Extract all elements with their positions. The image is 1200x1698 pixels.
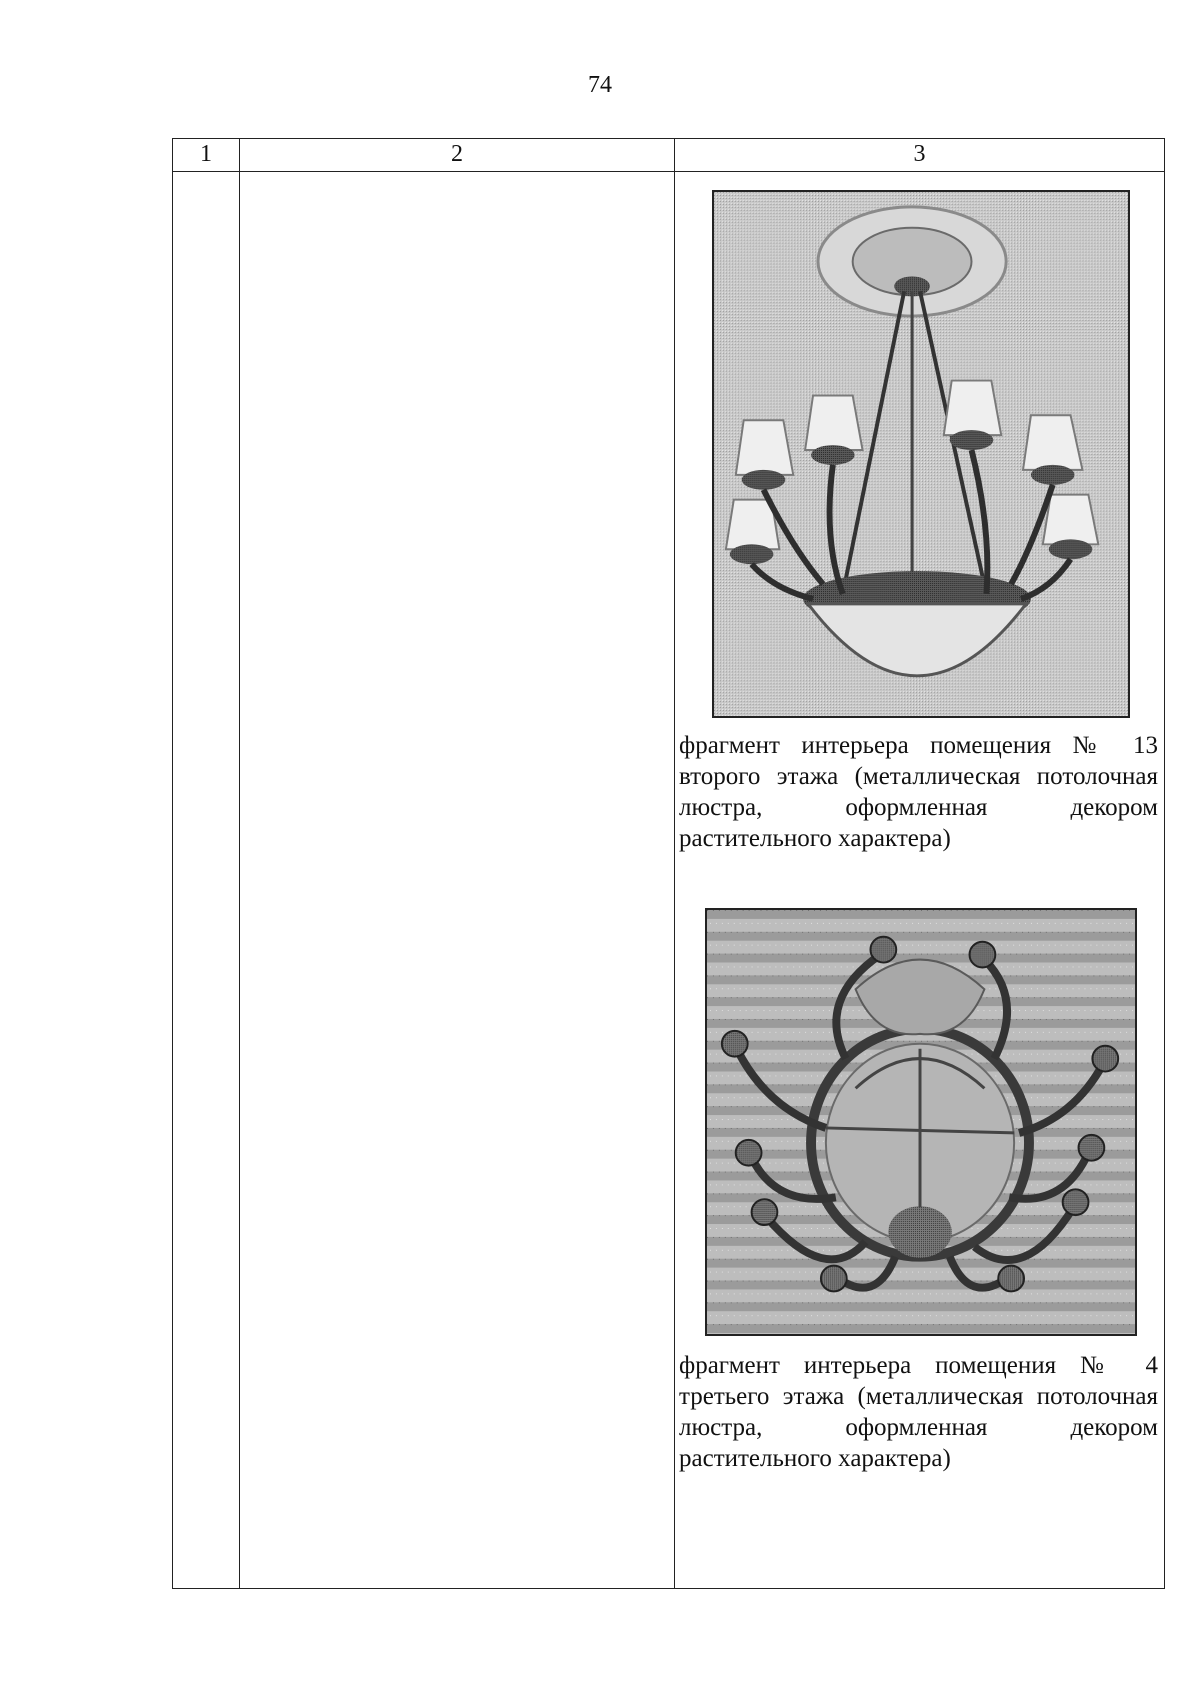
chandelier-photo-1-image <box>714 192 1128 716</box>
page-number: 74 <box>588 72 612 98</box>
chandelier-photo-1 <box>712 190 1130 718</box>
chandelier-photo-2 <box>705 908 1137 1336</box>
header-cell-3: 3 <box>913 141 926 167</box>
chandelier-photo-2-image <box>707 910 1135 1334</box>
header-cell-2: 2 <box>451 141 463 167</box>
header-cell-1: 1 <box>200 141 212 167</box>
document-table <box>172 138 1165 1589</box>
photo-1-caption: фрагмент интерьера помещения № 13 второго этажа (металлическая потолочная люстра, оформленная декором растительного характера) <box>679 732 1158 852</box>
column-divider-2 <box>674 139 675 1588</box>
column-divider-1 <box>239 139 240 1588</box>
photo-2-caption: фрагмент интерьера помещения № 4 третьего этажа (металлическая потолочная люстра, оформленная декором растительного характера) <box>679 1352 1158 1472</box>
table-header-row <box>173 139 1164 172</box>
